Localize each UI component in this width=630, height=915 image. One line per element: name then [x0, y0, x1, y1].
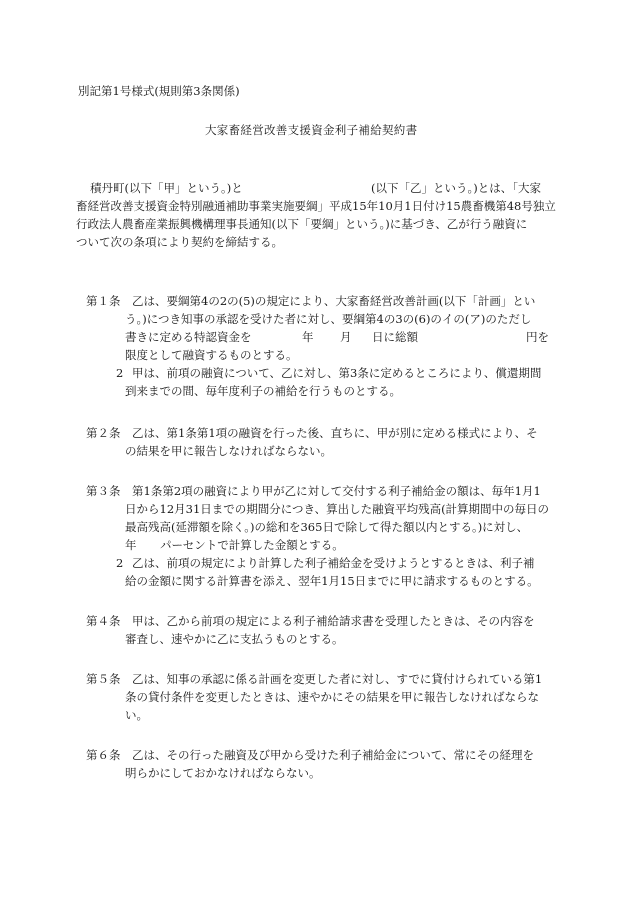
intro-line-1-right: (以下「乙」という。)とは、「大家 — [371, 181, 541, 195]
article-3-line-3: 最高残高(延滞額を除く。)の総和を365日で除して得た額以内とする。)に対し、 — [125, 520, 529, 534]
article-3-para-2-number: 2 — [116, 556, 124, 570]
article-4-line-2: 審査し、速やかに乙に支払うものとする。 — [125, 632, 344, 646]
article-1-line-3-a: 書きに定める特認資金を — [125, 330, 252, 344]
article-6-line-2: 明らかにしておかなければならない。 — [125, 766, 321, 780]
article-6-label: 第６条 — [86, 748, 121, 762]
article-4-line-1: 甲は、乙から前項の規定による利子補給請求書を受理したときは、その内容を — [132, 614, 535, 628]
article-3-para-2-line-1: 乙は、前項の規定により計算した利子補給金を受けようとするときは、利子補 — [132, 556, 535, 570]
article-1-line-3-month: 月 — [340, 330, 352, 344]
article-1-para-2-line-2: 到来までの間、毎年度利子の補給を行うものとする。 — [125, 384, 401, 398]
article-3-line-4: パーセントで計算した金額とする。 — [160, 538, 344, 552]
article-5-label: 第５条 — [86, 672, 121, 686]
article-3-line-1: 第1条第2項の融資により甲が乙に対して交付する利子補給金の額は、毎年1月1 — [132, 484, 541, 498]
article-5-line-2: 条の貸付条件を変更したときは、速やかにその結果を甲に報告しなければならな — [125, 690, 539, 704]
document-title: 大家畜経営改善支援資金利子補給契約書 — [205, 123, 418, 137]
article-1-line-3-day: 日に総額 — [372, 330, 418, 344]
article-5-line-3: い。 — [125, 708, 148, 722]
article-5-line-1: 乙は、知事の承認に係る計画を変更した者に対し、すでに貸付けられている第1 — [132, 672, 543, 686]
article-3-para-2-line-2: 給の金額に関する計算書を添え、翌年1月15日までに甲に請求するものとする。 — [125, 574, 539, 588]
article-1-line-4: 限度として融資するものとする。 — [125, 348, 298, 362]
article-4-label: 第４条 — [86, 614, 121, 628]
article-3-label: 第３条 — [86, 484, 121, 498]
intro-line-3: 行政法人農畜産業振興機構理事長通知(以下「要綱」という。)に基づき、乙が行う融資に — [76, 217, 528, 231]
article-3-line-4-year: 年 — [125, 538, 137, 552]
intro-line-4: ついて次の条項により契約を締結する。 — [76, 235, 283, 249]
intro-line-1-left: 積丹町(以下「甲」という。)と — [90, 181, 243, 195]
article-1-line-2: う。)につき知事の承認を受けた者に対し、要綱第4の3の(6)のイの(ア)のただし — [125, 312, 532, 326]
form-label: 別記第1号様式(規則第3条関係) — [78, 84, 240, 98]
article-1-line-3-yen: 円を — [526, 330, 549, 344]
article-2-label: 第２条 — [86, 426, 121, 440]
article-1-line-3-year: 年 — [302, 330, 314, 344]
intro-line-2: 畜経営改善支援資金特別融通補助事業実施要綱」平成15年10月1日付け15農畜機第48号独立 — [76, 199, 556, 213]
article-2-line-1: 乙は、第1条第1項の融資を行った後、直ちに、甲が別に定める様式により、そ — [132, 426, 538, 440]
article-2-line-2: の結果を甲に報告しなければならない。 — [125, 444, 332, 458]
article-1-para-2-number: 2 — [116, 366, 124, 380]
article-6-line-1: 乙は、その行った融資及び甲から受けた利子補給金について、常にその経理を — [132, 748, 535, 762]
article-1-para-2-line-1: 甲は、前項の融資について、乙に対し、第3条に定めるところにより、償還期間 — [132, 366, 542, 380]
article-1-label: 第１条 — [86, 294, 121, 308]
article-1-line-1: 乙は、要綱第4の2の(5)の規定により、大家畜経営改善計画(以下「計画」とい — [132, 294, 536, 308]
article-3-line-2: 日から12月31日までの期間分につき、算出した融資平均残高(計算期間中の毎日の — [125, 502, 550, 516]
